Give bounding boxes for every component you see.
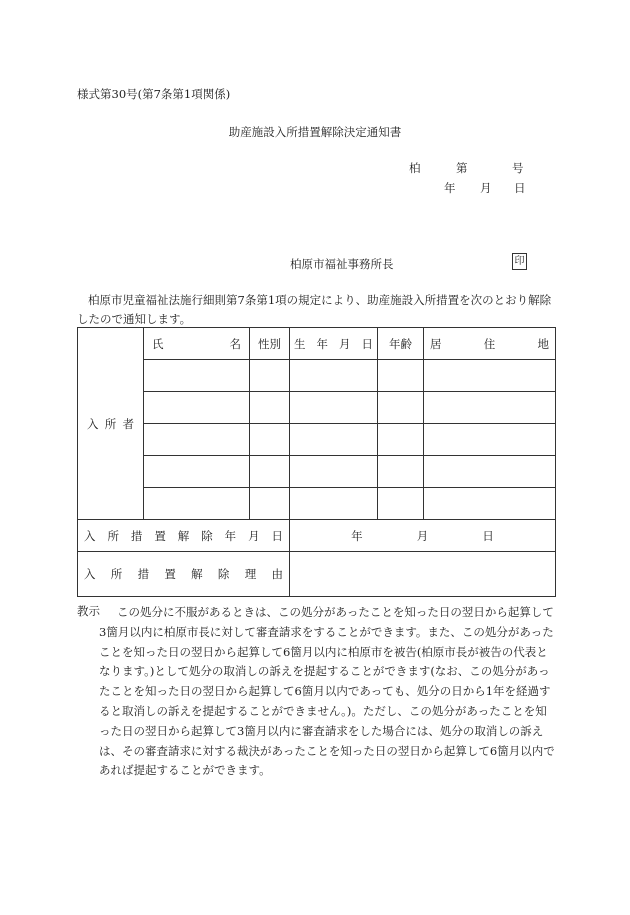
release-date-value[interactable] (290, 520, 556, 552)
sex-cell[interactable] (250, 360, 290, 392)
table-row (78, 360, 556, 392)
release-date-char: 措 (130, 528, 143, 543)
release-date-char: 除 (201, 528, 213, 543)
date-day: 日 (514, 181, 526, 195)
header-address (424, 328, 556, 360)
reference-prefix: 柏 (409, 161, 421, 175)
release-reason-char: 除 (217, 567, 230, 581)
release-reason-row (78, 552, 556, 597)
address-cell[interactable] (424, 424, 556, 456)
header-name-1: 氏 (152, 336, 164, 351)
release-date-char: 所 (107, 528, 119, 543)
name-cell[interactable] (144, 488, 250, 520)
release-date-char: 解 (177, 528, 190, 543)
address-cell[interactable] (424, 392, 556, 424)
release-date-char: 入 (84, 528, 96, 543)
table-row (78, 456, 556, 488)
reference-dai: 第 (456, 161, 468, 175)
header-birth-char: 月 (339, 336, 351, 351)
release-reason-char: 所 (110, 567, 123, 581)
table-header-row (78, 328, 556, 360)
header-birth-char: 生 (294, 336, 306, 351)
address-cell[interactable] (424, 360, 556, 392)
header-address-char: 地 (537, 336, 549, 351)
header-address-char: 居 (430, 336, 442, 351)
release-reason-value[interactable] (290, 552, 556, 597)
form-number: 様式第30号(第7条第1項関係) (77, 87, 231, 101)
birth-cell[interactable] (290, 488, 378, 520)
release-date-char: 日 (271, 528, 283, 543)
document-title: 助産施設入所措置解除決定通知書 (228, 125, 402, 139)
release-reason-char: 入 (84, 567, 96, 581)
name-cell[interactable] (144, 392, 250, 424)
release-month: 月 (416, 528, 429, 543)
release-day: 日 (482, 528, 494, 543)
reference-go: 号 (512, 161, 524, 175)
release-date-char: 置 (154, 528, 166, 543)
table-row (78, 488, 556, 520)
body-paragraph: 柏原市児童福祉法施行細則第7条第1項の規定により、助産施設入所措置を次のとおり解除したので通知します。 (77, 293, 552, 326)
release-reason-char: 由 (271, 567, 283, 581)
enrollee-label-char: 入 (87, 416, 99, 431)
header-name (144, 328, 250, 360)
name-cell[interactable] (144, 360, 250, 392)
release-reason-char: 理 (244, 567, 257, 581)
release-reason-label (78, 552, 290, 597)
header-birth-char: 日 (361, 336, 373, 351)
birth-cell[interactable] (290, 360, 378, 392)
release-date-char: 月 (248, 528, 260, 543)
enrollee-label-char: 者 (122, 416, 134, 431)
issuer-name: 柏原市福祉事務所長 (290, 257, 394, 271)
header-name-2: 名 (229, 336, 241, 351)
seal-mark: 印 (512, 253, 527, 270)
enrollee-label-cell (78, 328, 144, 520)
age-cell[interactable] (378, 392, 424, 424)
release-date-label (78, 520, 290, 552)
date-year: 年 (444, 181, 456, 195)
name-cell[interactable] (144, 456, 250, 488)
notice-text (99, 603, 555, 781)
age-cell[interactable] (378, 456, 424, 488)
release-reason-char: 措 (137, 567, 150, 581)
address-cell[interactable] (424, 488, 556, 520)
age-cell[interactable] (378, 488, 424, 520)
enrollee-table (77, 327, 556, 597)
release-reason-char: 置 (164, 567, 176, 581)
header-birth-char: 年 (316, 336, 328, 351)
sex-cell[interactable] (250, 424, 290, 456)
body-text (77, 291, 559, 329)
birth-cell[interactable] (290, 392, 378, 424)
age-cell[interactable] (378, 424, 424, 456)
enrollee-label-char: 所 (104, 416, 117, 431)
release-year: 年 (351, 528, 363, 543)
notice-label: 教示 (77, 604, 100, 618)
birth-cell[interactable] (290, 456, 378, 488)
address-cell[interactable] (424, 456, 556, 488)
notice-paragraph: この処分に不服があるときは、この処分があったことを知った日の翌日から起算して3箇月以内に柏原市長に対して審査請求をすることができます。また、この処分があったことを知った日の翌日から起算して6箇月以内に柏原市を被告(柏原市長が被告の代表となります。)として処分の取消しの訴えを提起することができます(なお、この処分があったことを知った日の翌日から起算して6箇月以内であっても、処分の日から1年を経過すると取消しの訴えを提起することができません。)。ただし、この処分があったことを知った日の翌日から起算して3箇月以内に審査請求をした場合には、処分の取消しの訴えは、その審査請求に対する裁決があったことを知った日の翌日から起算して6箇月以内であれば提起することができます。 (99, 605, 555, 778)
date-month: 月 (480, 181, 492, 195)
header-address-char: 住 (483, 336, 496, 351)
header-birth (290, 328, 378, 360)
sex-cell[interactable] (250, 488, 290, 520)
header-age: 年齢 (378, 328, 424, 360)
table-row (78, 424, 556, 456)
age-cell[interactable] (378, 360, 424, 392)
table-row (78, 392, 556, 424)
birth-cell[interactable] (290, 424, 378, 456)
name-cell[interactable] (144, 424, 250, 456)
sex-cell[interactable] (250, 392, 290, 424)
sex-cell[interactable] (250, 456, 290, 488)
release-date-char: 年 (224, 528, 237, 543)
release-reason-char: 解 (191, 567, 203, 581)
release-date-row (78, 520, 556, 552)
header-sex: 性別 (250, 328, 290, 360)
